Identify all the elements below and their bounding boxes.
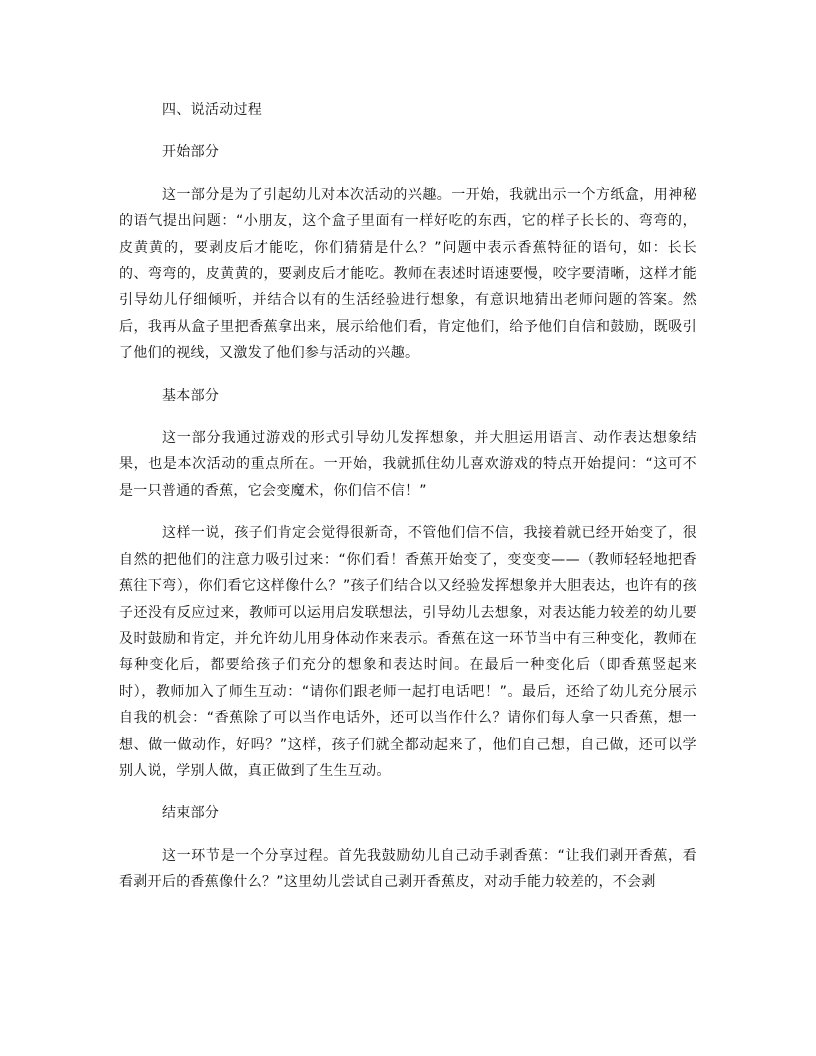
paragraph: 这一环节是一个分享过程。首先我鼓励幼儿自己动手剥香蕉：“让我们剥开香蕉，看看剥开后的香蕉像什么？”这里幼儿尝试自己剥开香蕉皮，对动手能力较差的，不会剥 bbox=[119, 847, 697, 891]
paragraph: 这样一说，孩子们肯定会觉得很新奇，不管他们信不信，我接着就已经开始变了，很自然的把他们的注意力吸引过来：“你们看！香蕉开始变了，变变变——（教师轻轻地把香蕉往下弯），你们看它这样像什么？”孩子们结合以又经验发挥想象并大胆表达，也许有的孩子还没有反应过来，教师可以运用启发联想法，引导幼儿去想象，对表达能力较差的幼儿要及时鼓励和肯定，并允许幼儿用身体动作来表示。香蕉在这一环节当中有三种变化，教师在每种变化后，都要给孩子们充分的想象和表达时间。在最后一种变化后（即香蕉竖起来时），教师加入了师生互动：“请你们跟老师一起打电话吧！”。最后，还给了幼儿充分展示自我的机会：“香蕉除了可以当作电话外，还可以当作什么？请你们每人拿一只香蕉，想一想、做一做动作，好吗？”这样，孩子们就全都动起来了，他们自己想，自己做，还可以学别人说，学别人做，真正做到了生生互动。 bbox=[119, 525, 697, 779]
paragraph: 这一部分是为了引起幼儿对本次活动的兴趣。一开始，我就出示一个方纸盒，用神秘的语气提出问题：“小朋友，这个盒子里面有一样好吃的东西，它的样子长长的、弯弯的，皮黄黄的，要剥皮后才能吃，你们猜猜是什么？”问题中表示香蕉特征的语句，如：长长的、弯弯的，皮黄黄的，要剥皮后才能吃。教师在表述时语速要慢，咬字要清晰，这样才能引导幼儿仔细倾听，并结合以有的生活经验进行想象，有意识地猜出老师问题的答案。然后，我再从盒子里把香蕉拿出来，展示给他们看，肯定他们，给予他们自信和鼓励，既吸引了他们的视线，又激发了他们参与活动的兴趣。 bbox=[119, 186, 697, 362]
document-body bbox=[119, 97, 697, 896]
part-heading-end: 结束部分 bbox=[162, 805, 220, 822]
section-title: 四、说活动过程 bbox=[162, 102, 263, 118]
paragraph: 这一部分我通过游戏的形式引导幼儿发挥想象，并大胆运用语言、动作表达想象结果，也是本次活动的重点所在。一开始，我就抓住幼儿喜欢游戏的特点开始提问：“这可不是一只普通的香蕉，它会变魔术，你们信不信！” bbox=[119, 430, 697, 499]
part-heading-start: 开始部分 bbox=[162, 144, 220, 161]
part-heading-main: 基本部分 bbox=[162, 387, 220, 404]
